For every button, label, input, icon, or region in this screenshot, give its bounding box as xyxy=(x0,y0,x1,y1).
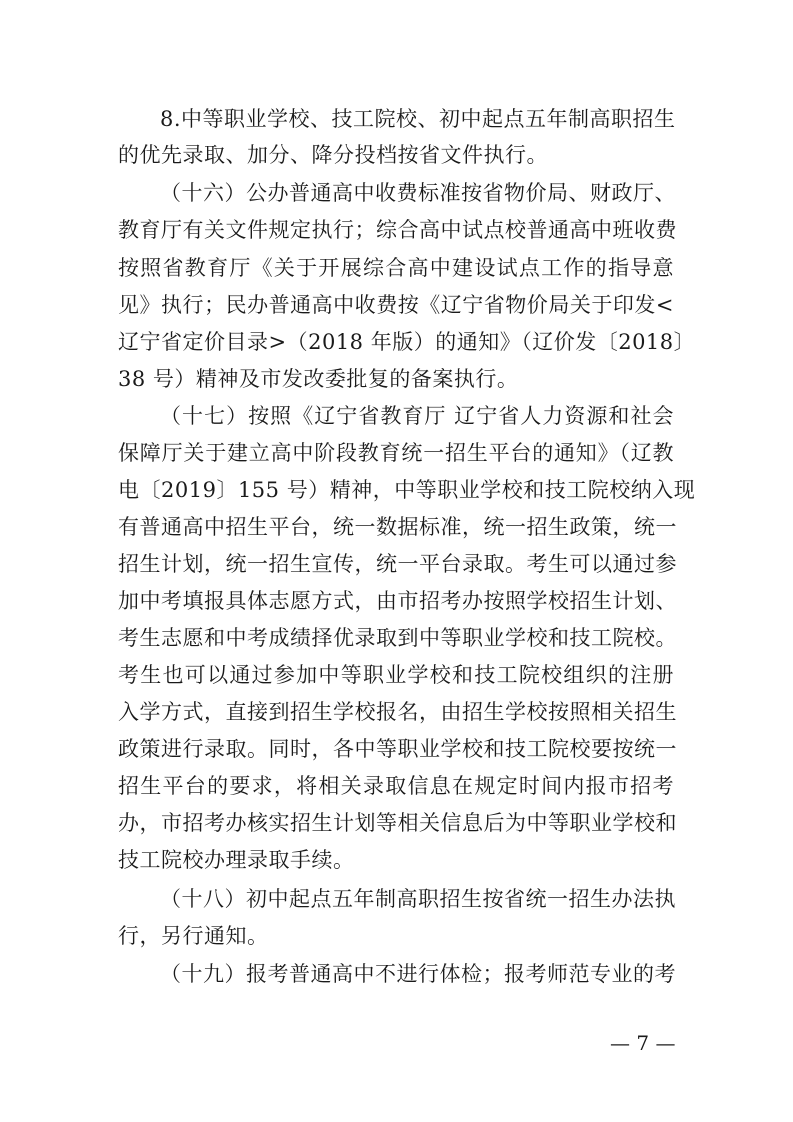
text-line: 行，另行通知。 xyxy=(118,924,269,948)
text-line: 保障厅关于建立高中阶段教育统一招生平台的通知》（辽教 xyxy=(118,441,674,465)
text-line: 技工院校办理录取手续。 xyxy=(118,848,355,872)
text-line: 38 号）精神及市发改委批复的备案执行。 xyxy=(118,367,519,391)
text-line: 电〔2019〕155 号）精神，中等职业学校和技工院校纳入现 xyxy=(118,478,696,502)
text-line: 入学方式，直接到招生学校报名，由招生学校按照相关招生 xyxy=(118,700,677,724)
text-line: 招生计划，统一招生宣传，统一平台录取。考生可以通过参 xyxy=(118,552,677,576)
text-line: 办，市招考办核实招生计划等相关信息后为中等职业学校和 xyxy=(118,811,677,835)
text-line: 加中考填报具体志愿方式，由市招考办按照学校招生计划、 xyxy=(118,589,677,613)
text-line: 辽宁省定价目录>（2018 年版）的通知》（辽价发〔2018〕 xyxy=(118,330,696,354)
text-line: 8.中等职业学校、技工院校、初中起点五年制高职招生 xyxy=(160,107,676,131)
text-line: （十九）报考普通高中不进行体检；报考师范专业的考 xyxy=(160,962,676,986)
text-line: 按照省教育厅《关于开展综合高中建设试点工作的指导意 xyxy=(118,256,674,280)
page-number: — 7 — xyxy=(610,1031,676,1055)
text-line: （十七）按照《辽宁省教育厅 辽宁省人力资源和社会 xyxy=(160,404,674,428)
text-line: 政策进行录取。同时，各中等职业学校和技工院校要按统一 xyxy=(118,737,677,761)
text-line: 有普通高中招生平台，统一数据标准，统一招生政策，统一 xyxy=(118,515,677,539)
text-line: 考生志愿和中考成绩择优录取到中等职业学校和技工院校。 xyxy=(118,626,677,650)
text-line: 的优先录取、加分、降分投档按省文件执行。 xyxy=(118,143,548,167)
text-line: 见》执行；民办普通高中收费按《辽宁省物价局关于印发< xyxy=(118,293,674,317)
text-line: 招生平台的要求，将相关录取信息在规定时间内报市招考 xyxy=(118,774,674,798)
text-line: 考生也可以通过参加中等职业学校和技工院校组织的注册 xyxy=(118,663,674,687)
text-line: 教育厅有关文件规定执行；综合高中试点校普通高中班收费 xyxy=(118,218,677,242)
text-line: （十六）公办普通高中收费标准按省物价局、财政厅、 xyxy=(160,181,676,205)
text-line: （十八）初中起点五年制高职招生按省统一招生办法执 xyxy=(160,887,676,911)
